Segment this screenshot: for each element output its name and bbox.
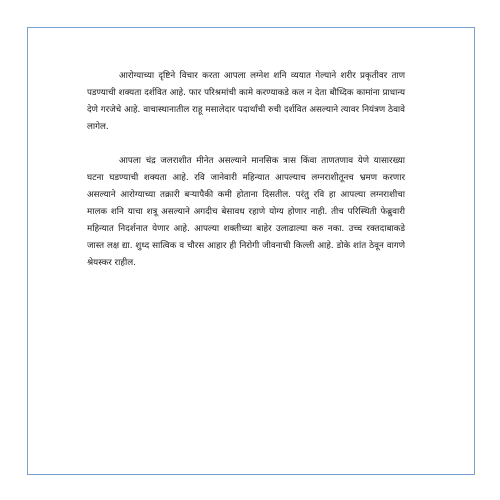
paragraph-health-overview: आरोग्याच्या दृष्टिने विचार करता आपला लग्नेश शनि व्ययात गेल्याने शरीर प्रकृतीवर ताण पडण्याची शक्यता दर्शवित आहे. फार परिश्रमांची कामे करण्याकडे कल न देता बौध्दिक कामांना प्राधान्य देणे गरजेचे आहे. वाचास्थानातील राहू मसालेदार पदार्थांची रुची दर्शवित असल्याने त्यावर नियंत्रण ठेवावे लागेल.	[87, 71, 405, 132]
paragraph-moon-sun-transit: आपला चंद्र जलराशीत मीनेत असल्याने मानसिक त्रास किंवा ताणतणाव येणे यासारख्या घटना घडण्याची शक्यता आहे. रवि जानेवारी महिन्यात आपल्याच लग्नराशीतूनच भ्रमण करणार असल्याने आरोग्याच्या तक्रारी बऱ्यापैकी कमी होताना दिसतील. परंतु रवि हा आपल्या लग्नराशीचा मालक शनि याचा शत्रू असल्याने अगदीच बेसावध रहाणे योग्य होणार नाही. तीच परिस्थिती फेब्रुवारी महिन्यात निदर्शनात येणार आहे. आपल्या शक्तीच्या बाहेर उलाढाल्या करु नका. उच्च रक्तदाबाकडे जास्त लक्ष द्या. शुध्द सात्विक व चौरस आहार ही निरोगी जीवनाची किल्ली आहे. डोके शांत ठेवून वागणे श्रेयस्कर राहील.	[87, 156, 405, 268]
document-body	[87, 68, 405, 272]
